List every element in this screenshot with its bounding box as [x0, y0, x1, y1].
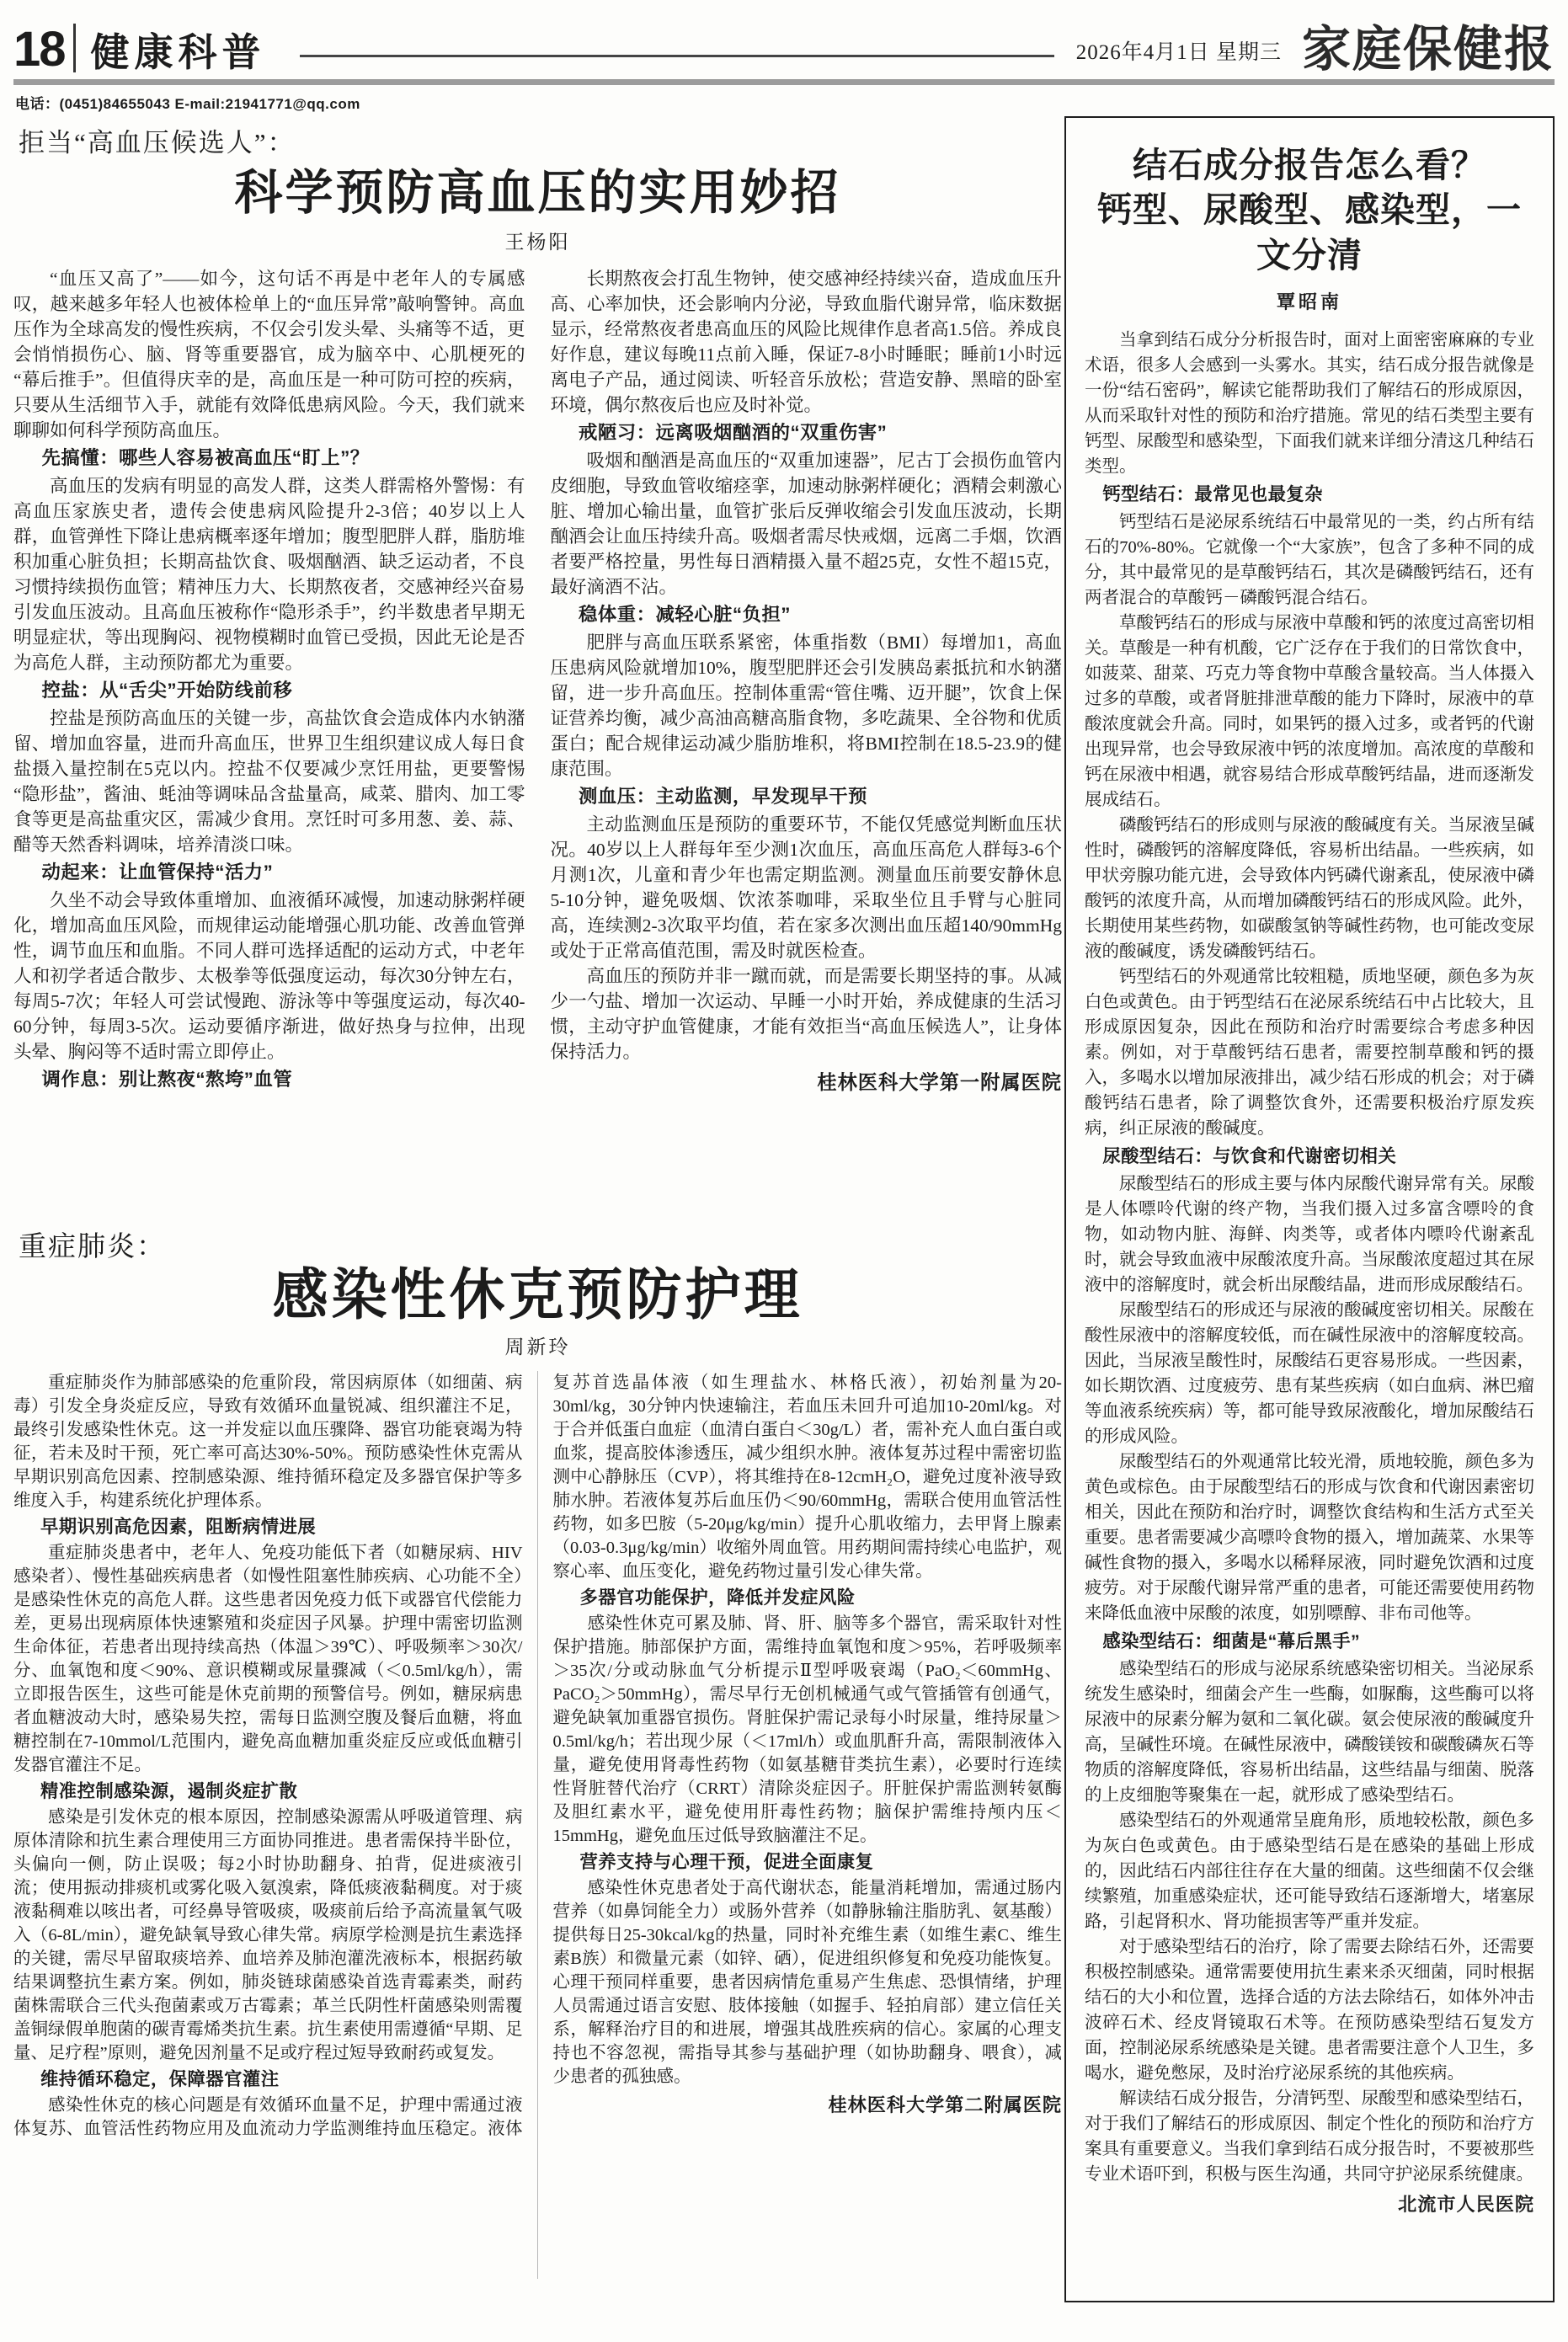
subheading: 戒陋习：远离吸烟酗酒的“双重伤害”	[579, 421, 888, 443]
header-row	[13, 12, 1555, 77]
body-paragraph: 钙型结石的外观通常比较粗糙，质地坚硬，颜色多为灰白色或黄色。由于钙型结石在泌尿系统结石中占比较大，且形成原因复杂，因此在预防和治疗时需要综合考虑多种因素。例如，对于草酸钙结石患者，需要控制草酸和钙的摄入，多喝水以增加尿液排出，减少结石形成的机会；对于磷酸钙结石患者，除了调整饮食外，还需要积极治疗原发疾病，纠正尿液的酸碱度。	[1085, 967, 1534, 1138]
header-thick-rule	[13, 79, 1555, 85]
subheading: 多器官功能保护，降低并发症风险	[579, 1587, 856, 1608]
body-paragraph: 久坐不动会导致体重增加、血液循环减慢，加速动脉粥样硬化，增加高血压风险，而规律运动能增强心肌功能、改善血管弹性，调节血压和血脂。不同人群可选择适配的运动方式，中老年人和初学者适合散步、太极拳等低强度运动，每次30分钟左右，每周5-7次；年轻人可尝试慢跑、游泳等中等强度运动，每次40-60分钟，每周3-5次。运动要循序渐进，做好热身与拉伸，出现头晕、胸闷等不适时需立即停止。	[13, 889, 525, 1062]
article3-body	[1085, 328, 1534, 2217]
subheading: 动起来：让血管保持“活力”	[41, 861, 274, 883]
article2-author: 周新玲	[504, 1336, 571, 1358]
body-paragraph: 主动监测血压是预防的重要环节，不能仅凭感觉判断血压状况。40岁以上人群每年至少测1次血压，高血压高危人群每3-6个月测1次，儿童和青少年也需定期监测。测量血压前要安静休息5-10分钟，避免吸烟、饮浓茶咖啡，采取坐位且手臂与心脏同高，连续测2-3次取平均值，若在家多次测出血压超140/90mmHg或处于正常高值范围，需及时就医检查。	[550, 814, 1062, 961]
subheading: 钙型结石：最常见也最复杂	[1102, 483, 1324, 504]
body-paragraph: “血压又高了”——如今，这句话不再是中老年人的专属感叹，越来越多年轻人也被体检单上的“血压异常”敲响警钟。高血压作为全球高发的慢性疾病，不仅会引发头晕、头痛等不适，更会悄悄损伤心、脑、肾等重要器官，成为脑卒中、心肌梗死的“幕后推手”。但值得庆幸的是，高血压是一种可防可控的疾病，只要从生活细节入手，就能有效降低患病风险。今天，我们就来聊聊如何科学预防高血压。	[13, 268, 525, 440]
body-paragraph: 解读结石成分报告，分清钙型、尿酸型和感染型结石，对于我们了解结石的形成原因、制定个性化的预防和治疗方案具有重要意义。当我们拿到结石成分报告时，不要被那些专业术语吓到，积极与医生沟通，共同守护泌尿系统健康。	[1085, 2089, 1534, 2184]
body-paragraph: 对于感染型结石的治疗，除了需要去除结石外，还需要积极控制感染。通常需要使用抗生素来杀灭细菌，同时根据结石的大小和位置，选择合适的方法去除结石，如体外冲击波碎石术、经皮肾镜取石术等。在预防感染型结石复发方面，控制泌尿系统感染是关键。患者需要注意个人卫生，多喝水，避免憋尿，及时治疗泌尿系统的其他疾病。	[1085, 1937, 1534, 2083]
body-paragraph: 磷酸钙结石的形成则与尿液的酸碱度有关。当尿液呈碱性时，磷酸钙的溶解度降低，容易析出结晶。一些疾病，如甲状旁腺功能亢进，会导致体内钙磷代谢紊乱，使尿液中磷酸钙的浓度升高，从而增加磷酸钙结石的形成风险。此外，长期使用某些药物，如碳酸氢钠等碱性药物，也可能改变尿液的酸碱度，诱发磷酸钙结石。	[1085, 815, 1534, 961]
body-paragraph: 吸烟和酗酒是高血压的“双重加速器”，尼古丁会损伤血管内皮细胞，导致血管收缩痉挛，加速动脉粥样硬化；酒精会刺激心脏、增加心输出量，血管扩张后反弹收缩会引发血压波动，长期酗酒会让血压持续升高。吸烟者需尽快戒烟，远离二手烟，饮酒者要严格控量，男性每日酒精摄入量不超25克，女性不超15克，最好滴酒不沾。	[550, 450, 1062, 597]
article2-title: 感染性休克预防护理	[272, 1264, 803, 1326]
issue-date: 2026年4月1日 星期三	[1075, 41, 1282, 64]
body-paragraph: 高血压的发病有明显的高发人群，这类人群需格外警惕：有高血压家族史者，遗传会使患病风险提升2-3倍；40岁以上人群，血管弹性下降让患病概率逐年增加；腹型肥胖人群，脂肪堆积加重心脏负担；长期高盐饮食、吸烟酗酒、缺乏运动者，不良习惯持续损伤血管；精神压力大、长期熬夜者，交感神经兴奋易引发血压波动。且高血压被称作“隐形杀手”，约半数患者早期无明显症状，等出现胸闷、视物模糊时血管已受损，因此无论是否为高危人群，主动预防都尤为重要。	[13, 475, 525, 673]
article3-author: 覃昭南	[1276, 291, 1342, 312]
body-paragraph: 重症肺炎作为肺部感染的危重阶段，常因病原体（如细菌、病毒）引发全身炎症反应，导致有效循环血量锐减、组织灌注不足，最终引发感染性休克。这一并发症以血压骤降、器官功能衰竭为特征，若未及时干预，死亡率可高达30%-50%。预防感染性休克需从早期识别高危因素、控制感染源、维持循环稳定及多器官保护等多维度入手，构建系统化护理体系。	[13, 1374, 523, 1511]
subheading: 先搞懂：哪些人容易被高血压“盯上”？	[41, 446, 370, 468]
subheading: 维持循环稳定，保障器官灌注	[40, 2069, 280, 2090]
article-hypertension	[13, 121, 1062, 1216]
article1-kicker: 拒当“高血压候选人”：	[19, 128, 296, 157]
article-signature: 北流市人民医院	[1398, 2193, 1534, 2215]
subheading: 控盐：从“舌尖”开始防线前移	[41, 679, 293, 701]
body-paragraph: 感染是引发休克的根本原因，控制感染源需从呼吸道管理、病原体清除和抗生素合理使用三方面协同推进。患者需保持半卧位，头偏向一侧，防止误吸；每2小时协助翻身、拍背，促进痰液引流；使用振动排痰机或雾化吸入氨溴索，降低痰液黏稠度。对于痰液黏稠难以咳出者，可经鼻导管吸痰，吸痰前后给予高流量氧气吸入（6-8L/min），避免缺氧导致心律失常。病原学检测是抗生素选择的关键，需尽早留取痰培养、血培养及肺泡灌洗液标本，根据药敏结果调整抗生素方案。例如，肺炎链球菌感染首选青霉素类，耐药菌株需联合三代头孢菌素或万古霉素；革兰氏阴性杆菌感染则需覆盖铜绿假单胞菌的碳青霉烯类抗生素。抗生素使用需遵循“早期、足量、足疗程”原则，避免因剂量不足或疗程过短导致耐药或复发。	[13, 1808, 523, 2063]
newspaper-masthead: 家庭保健报	[1301, 22, 1555, 77]
article-septic-shock	[13, 1224, 1062, 2280]
subheading: 营养支持与心理干预，促进全面康复	[579, 1852, 874, 1873]
page-content	[13, 116, 1555, 2302]
subheading: 测血压：主动监测，早发现早干预	[579, 785, 867, 807]
body-paragraph: 重症肺炎患者中，老年人、免疫功能低下者（如糖尿病、HIV感染者）、慢性基础疾病患者（如慢性阻塞性肺疾病、心功能不全）是感染性休克的高危人群。这些患者因免疫力低下或器官代偿能力差，更易出现病原体快速繁殖和炎症因子风暴。护理中需密切监测生命体征，若患者出现持续高热（体温＞39℃）、呼吸频率＞30次/分、血氧饱和度＜90%、意识模糊或尿量骤减（＜0.5ml/kg/h），需立即报告医生，这些可能是休克前期的预警信号。例如，糖尿病患者血糖波动大时，感染易失控，需每日监测空腹及餐后血糖，将血糖控制在7-10mmol/L范围内，避免高血糖加重炎症反应或低血糖引发器官灌注不足。	[13, 1544, 523, 1775]
article-stone-report	[1064, 116, 1555, 2302]
body-paragraph: 当拿到结石成分分析报告时，面对上面密密麻麻的专业术语，很多人会感到一头雾水。其实，结石成分报告就像是一份“结石密码”，解读它能帮助我们了解结石的形成原因，从而采取针对性的预防和治疗措施。常见的结石类型主要有钙型、尿酸型和感染型，下面我们就来详细分清这几种结石类型。	[1085, 330, 1534, 476]
body-paragraph: 高血压的预防并非一蹴而就，而是需要长期坚持的事。从减少一勺盐、增加一次运动、早睡一小时开始，养成健康的生活习惯，主动守护血管健康，才能有效拒当“高血压候选人”，让身体保持活力。	[550, 965, 1062, 1062]
subheading: 精准控制感染源，遏制炎症扩散	[40, 1781, 298, 1802]
page-header	[13, 12, 1555, 115]
body-paragraph: 尿酸型结石的外观通常比较光滑，质地较脆，颜色多为黄色或棕色。由于尿酸型结石的形成与饮食和代谢因素密切相关，因此在预防和治疗时，调整饮食结构和生活方式至关重要。患者需要减少高嘌呤食物的摄入，增加蔬菜、水果等碱性食物的摄入，多喝水以稀释尿液，同时避免饮酒和过度疲劳。对于尿酸代谢异常严重的患者，可能还需要使用药物来降低血液中尿酸的浓度，如别嘌醇、非布司他等。	[1085, 1452, 1534, 1623]
article1-body	[13, 266, 1062, 1216]
body-paragraph: 感染型结石的形成与泌尿系统感染密切相关。当泌尿系统发生感染时，细菌会产生一些酶，如脲酶，这些酶可以将尿液中的尿素分解为氨和二氧化碳。氨会使尿液的酸碱度升高，呈碱性环境。在碱性尿液中，磷酸镁铵和碳酸磷灰石等物质的溶解度降低，容易析出结晶，这些结晶与细菌、脱落的上皮细胞等聚集在一起，就形成了感染型结石。	[1085, 1659, 1534, 1805]
body-paragraph: 感染性休克可累及肺、肾、肝、脑等多个器官，需采取针对性保护措施。肺部保护方面，需维持血氧饱和度＞95%，若呼吸频率＞35次/分或动脉血气分析提示Ⅱ型呼吸衰竭（PaO₂＜60mmHg、PaCO₂＞50mmHg），需尽早行无创机械通气或气管插管有创通气，避免缺氧加重器官损伤。肾脏保护需记录每小时尿量，维持尿量＞0.5ml/kg/h；若出现少尿（＜17ml/h）或血肌酐升高，需限制液体入量，避免使用肾毒性药物（如氨基糖苷类抗生素），必要时行连续性肾脏替代治疗（CRRT）清除炎症因子。肝脏保护需监测转氨酶及胆红素水平，避免使用肝毒性药物；脑保护需维持颅内压＜15mmHg，避免血压过低导致脑灌注不足。	[552, 1614, 1062, 1846]
section-title: 健康科普	[90, 31, 266, 74]
body-paragraph: 钙型结石是泌尿系统结石中最常见的一类，约占所有结石的70%-80%。它就像一个“大家族”，包含了多种不同的成分，其中最常见的是草酸钙结石，其次是磷酸钙结石，还有两者混合的草酸钙－磷酸钙混合结石。	[1085, 512, 1534, 607]
article1-title: 科学预防高血压的实用妙招	[234, 167, 841, 220]
body-paragraph: 尿酸型结石的形成还与尿液的酸碱度密切相关。尿酸在酸性尿液中的溶解度较低，而在碱性尿液中的溶解度较高。因此，当尿液呈酸性时，尿酸结石更容易形成。一些因素，如长期饮酒、过度疲劳、患有某些疾病（如白血病、淋巴瘤等血液系统疾病）等，都可能导致尿液酸化，增加尿酸结石的形成风险。	[1085, 1300, 1534, 1446]
subheading: 稳体重：减轻心脏“负担”	[579, 603, 791, 625]
article1-author: 王杨阳	[504, 231, 571, 253]
header-rule	[300, 55, 1054, 57]
subheading: 早期识别高危因素，阻断病情进展	[40, 1517, 317, 1538]
article3-title-line2: 钙型、尿酸型、感染型，一文分清	[1097, 190, 1522, 275]
body-paragraph: 长期熬夜会打乱生物钟，使交感神经持续兴奋，造成血压升高、心率加快，还会影响内分泌，导致血脂代谢异常，临床数据显示，经常熬夜者患高血压的风险比规律作息者高1.5倍。养成良好作息，建议每晚11点前入睡，保证7-8小时睡眠；睡前1小时远离电子产品，通过阅读、听轻音乐放松；营造安静、黑暗的卧室环境，偶尔熬夜后也应及时补觉。	[550, 268, 1062, 415]
header-divider	[73, 24, 76, 72]
body-paragraph: 草酸钙结石的形成与尿液中草酸和钙的浓度过高密切相关。草酸是一种有机酸，它广泛存在于我们的日常饮食中，如菠菜、甜菜、巧克力等食物中草酸含量较高。当人体摄入过多的草酸，或者肾脏排泄草酸的能力下降时，尿液中的草酸浓度就会升高。同时，如果钙的摄入过多，或者钙的代谢出现异常，也会导致尿液中钙的浓度增加。高浓度的草酸和钙在尿液中相遇，就容易结合形成草酸钙结晶，进而逐渐发展成结石。	[1085, 613, 1534, 809]
page-number: 18	[13, 22, 65, 77]
body-paragraph: 感染型结石的外观通常呈鹿角形，质地较松散，颜色多为灰白色或黄色。由于感染型结石是在感染的基础上形成的，因此结石内部往往存在大量的细菌。这些细菌不仅会继续繁殖，加重感染症状，还可能导致结石逐渐增大，堵塞尿路，引起肾积水、肾功能损害等严重并发症。	[1085, 1811, 1534, 1931]
article2-body	[13, 1371, 1062, 2279]
left-column-region	[13, 116, 1062, 2279]
article2-kicker: 重症肺炎：	[19, 1231, 166, 1262]
article3-title	[1085, 143, 1534, 278]
subheading: 感染型结石：细菌是“幕后黑手”	[1102, 1630, 1361, 1651]
subheading: 尿酸型结石：与饮食和代谢密切相关	[1102, 1145, 1397, 1166]
body-paragraph: 控盐是预防高血压的关键一步，高盐饮食会造成体内水钠潴留、增加血容量，进而升高血压，世界卫生组织建议成人每日食盐摄入量控制在5克以内。控盐不仅要减少烹饪用盐，更要警惕“隐形盐”，酱油、蚝油等调味品含盐量高，咸菜、腊肉、加工零食等更是高盐重灾区，需减少食用。烹饪时可多用葱、姜、蒜、醋等天然香料调味，培养清淡口味。	[13, 707, 525, 855]
body-paragraph: 肥胖与高血压联系紧密，体重指数（BMI）每增加1，高血压患病风险就增加10%，腹型肥胖还会引发胰岛素抵抗和水钠潴留，进一步升高血压。控制体重需“管住嘴、迈开腿”，饮食上保证营养均衡，减少高油高糖高脂食物，多吃蔬果、全谷物和优质蛋白；配合规律运动减少脂肪堆积，将BMI控制在18.5-23.9的健康范围。	[550, 632, 1062, 779]
article3-title-line1: 结石成分报告怎么看？	[1133, 146, 1486, 184]
right-column-region	[1064, 116, 1555, 2302]
article-signature: 桂林医科大学第二附属医院	[828, 2094, 1062, 2116]
contact-info: 电话：(0451)84655043 E-mail:21941771@qq.com	[15, 96, 360, 112]
subheading: 调作息：别让熬夜“熬垮”血管	[41, 1068, 293, 1090]
body-paragraph: 感染性休克的核心问题是有效循环血量不足，护理中需通过液体复苏、血管活性药物应用及血流动力学监测维持血压稳定。液体复苏首选晶体液（如生理盐水、林格氏液），初始剂量为20-30ml/kg，30分钟内快速输注，若血压未回升可追加10-20ml/kg。对于合并低蛋白血症（血清白蛋白＜30g/L）者，需补充人血白蛋白或血浆，提高胶体渗透压，减少组织水肿。液体复苏过程中需密切监测中心静脉压（CVP），将其维持在8-12cmH₂O，避免过度补液导致肺水肿。若液体复苏后血压仍＜90/60mmHg，需联合使用血管活性药物，如多巴胺（5-20μg/kg/min）提升心肌收缩力，去甲肾上腺素（0.03-0.3μg/kg/min）收缩外周血管。用药期间需持续心电监护，观察心率、血压变化，避免药物过量引发心律失常。	[13, 1374, 1062, 2139]
article-signature: 桂林医科大学第一附属医院	[817, 1070, 1062, 1093]
body-paragraph: 尿酸型结石的形成主要与体内尿酸代谢异常有关。尿酸是人体嘌呤代谢的终产物，当我们摄入过多富含嘌呤的食物，如动物内脏、海鲜、肉类等，或者体内嘌呤代谢紊乱时，就会导致血液中尿酸浓度升高。当尿酸浓度超过其在尿液中的溶解度时，就会析出尿酸结晶，进而形成尿酸结石。	[1085, 1174, 1534, 1294]
body-paragraph: 感染性休克患者处于高代谢状态，能量消耗增加，需通过肠内营养（如鼻饲能全力）或肠外营养（如静脉输注脂肪乳、氨基酸）提供每日25-30kcal/kg的热量，同时补充维生素（如维生素C、维生素B族）和微量元素（如锌、硒），促进组织修复和免疫功能恢复。心理干预同样重要，患者因病情危重易产生焦虑、恐惧情绪，护理人员需通过语言安慰、肢体接触（如握手、轻拍肩部）建立信任关系，解释治疗目的和进展，增强其战胜疾病的信心。家属的心理支持也不容忽视，需指导其参与基础护理（如协助翻身、喂食），减少患者的孤独感。	[552, 1879, 1062, 2087]
